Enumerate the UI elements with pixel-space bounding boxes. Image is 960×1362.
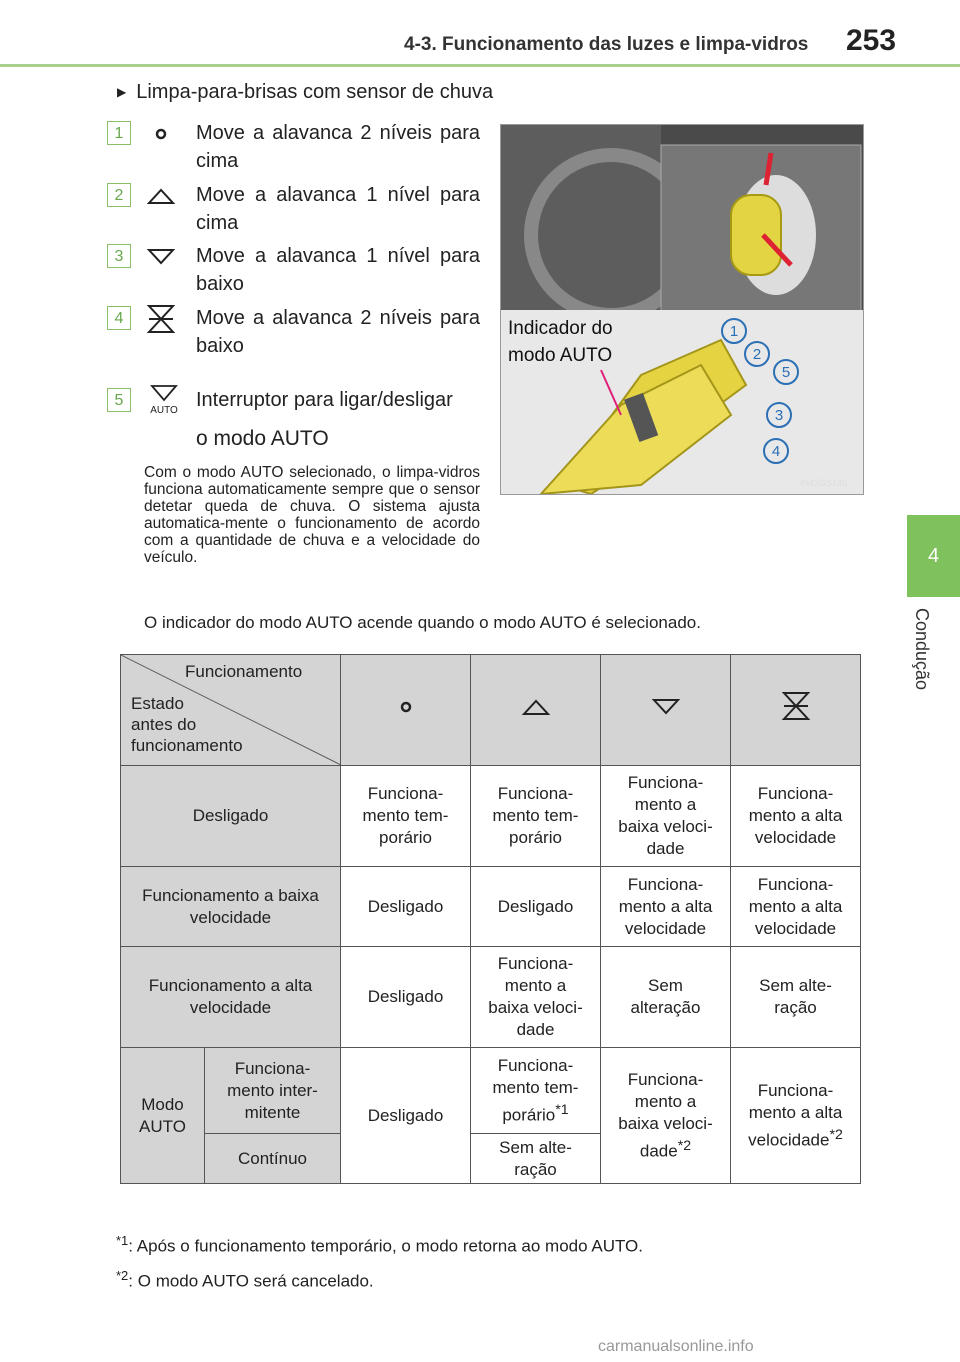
figure-code: IN43GS146 (800, 478, 848, 488)
table-cell: Sem alte- ração (731, 947, 861, 1048)
table-row (121, 766, 861, 867)
item-number-4: 4 (107, 306, 131, 330)
header-rule (0, 64, 960, 67)
svg-text:AUTO: AUTO (150, 405, 178, 416)
item-number-1: 1 (107, 121, 131, 145)
item-5-text-line2: o modo AUTO (196, 427, 329, 450)
table-cell: Funciona- mento a baixa veloci- dade (471, 947, 601, 1048)
high-speed-icon (781, 689, 811, 725)
table-corner-cell: Funcionamento Estado antes do funcionamento (121, 655, 341, 766)
footnote-1: $^{*1}$: Após o funcionamento temporário, o modo retorna ao modo AUTO. (116, 1233, 643, 1256)
header-intermittent (471, 655, 601, 766)
intermittent-up-icon (146, 181, 176, 211)
svg-text:1: 1 (729, 323, 739, 340)
svg-text:5: 5 (781, 364, 791, 381)
item-number-2: 2 (107, 183, 131, 207)
table-cell: Funciona- mento a baixa veloci- dade (601, 766, 731, 867)
high-speed-icon (146, 302, 176, 338)
low-speed-icon (146, 242, 176, 272)
svg-text:4: 4 (771, 443, 781, 460)
item-1-text: Move a alavanca 2 níveis para cima (196, 122, 480, 172)
table-cell: Funciona- mento a alta velocidade (731, 766, 861, 867)
svg-text:3: 3 (774, 407, 784, 424)
table-cell: Desligado (341, 1048, 471, 1184)
header-low (601, 655, 731, 766)
table-row (121, 1048, 861, 1134)
illustration-drawing (501, 125, 863, 494)
table-cell: Funciona- mento tem- porário (471, 766, 601, 867)
table-cell: Sem alteração (601, 947, 731, 1048)
table-row (121, 867, 861, 947)
header-mist (341, 655, 471, 766)
item-number-3: 3 (107, 244, 131, 268)
chapter-tab[interactable]: 4 (907, 515, 960, 597)
table-cell: Funciona- mento a alta velocidade (601, 867, 731, 947)
auto-indicator-label: Indicador do modo AUTO (508, 318, 613, 366)
item-number-5: 5 (107, 388, 131, 412)
chapter-label: Condução (912, 608, 932, 691)
row-label-high: Funcionamento a alta velocidade (121, 947, 341, 1048)
item-2-text: Move a alavanca 1 nível para cima (196, 184, 480, 234)
auto-paragraph: Com o modo AUTO selecionado, o limpa-vidros funciona automaticamente sempre que o sensor detetar queda de chuva. O sistema ajusta automatica-mente o funcionamento de acordo com a quantidade de chuva e a velocidade do veículo. (144, 464, 480, 566)
table-cell: Sem alte- ração (471, 1134, 601, 1184)
row-label-off: Desligado (121, 766, 341, 867)
mist-icon (146, 119, 176, 149)
table-cell: Funciona- mento tem- porário$^{*1}$ (471, 1048, 601, 1134)
table-row (121, 947, 861, 1048)
page-number: 253 (846, 24, 897, 57)
svg-text:2: 2 (752, 346, 762, 363)
watermark: carmanualsonline.info (598, 1338, 754, 1355)
header-high (731, 655, 861, 766)
intermittent-up-icon (521, 692, 551, 722)
table-cell: Funciona- mento a alta velocidade$^{*2}$ (731, 1048, 861, 1184)
wiper-lever-illustration (500, 124, 864, 495)
table-cell: Desligado (341, 867, 471, 947)
mist-icon (391, 692, 421, 722)
table-header-row (121, 655, 861, 766)
item-3-text: Move a alavanca 1 nível para baixo (196, 245, 480, 295)
auto-icon (144, 382, 184, 416)
row-label-auto: Modo AUTO (121, 1048, 205, 1184)
table-cell: Desligado (341, 947, 471, 1048)
table-cell: Desligado (471, 867, 601, 947)
row-label-low: Funcionamento a baixa velocidade (121, 867, 341, 947)
subsection-heading: ▶ Limpa-para-brisas com sensor de chuva (117, 81, 494, 103)
arrow-bullet-icon: ▶ (117, 85, 127, 99)
footnote-2: $^{*2}$: O modo AUTO será cancelado. (116, 1268, 374, 1291)
auto-indicator-note: O indicador do modo AUTO acende quando o modo AUTO é selecionado. (144, 613, 701, 632)
section-title: 4-3. Funcionamento das luzes e limpa-vidros (404, 34, 809, 55)
low-speed-icon (651, 692, 681, 722)
table-cell: Funciona- mento tem- porário (341, 766, 471, 867)
row-sublabel-intermittent: Funciona- mento inter- mitente (205, 1048, 341, 1134)
row-sublabel-continuous: Contínuo (205, 1134, 341, 1184)
wiper-operation-table (120, 654, 861, 1184)
table-cell: Funciona- mento a baixa veloci- dade$^{*2}$ (601, 1048, 731, 1184)
table-cell: Funciona- mento a alta velocidade (731, 867, 861, 947)
item-5-text: Interruptor para ligar/desligar (196, 389, 453, 411)
item-4-text: Move a alavanca 2 níveis para baixo (196, 307, 480, 357)
